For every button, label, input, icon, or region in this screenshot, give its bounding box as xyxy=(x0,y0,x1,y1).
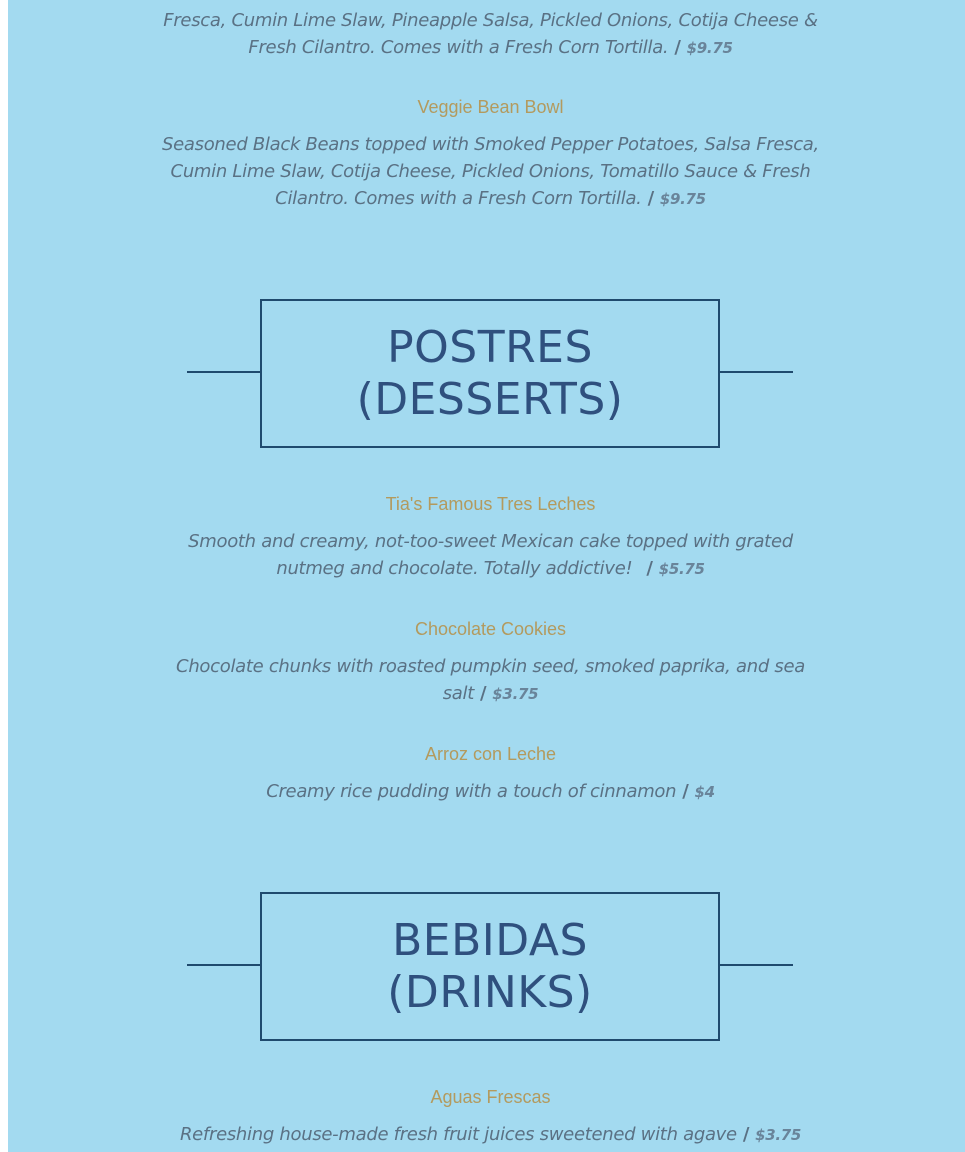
description-line: Chocolate chunks with roasted pumpkin seed, smoked paprika, and sea xyxy=(176,656,805,677)
header-rule-left xyxy=(187,964,261,966)
menu-item-title: Aguas Frescas xyxy=(430,1087,551,1107)
menu-item-description xyxy=(8,1121,965,1149)
description-line: Smooth and creamy, not-too-sweet Mexican cake topped with grated xyxy=(188,531,793,552)
description-line: Fresca, Cumin Lime Slaw, Pineapple Salsa, Pickled Onions, Cotija Cheese & xyxy=(163,10,818,31)
drinks-section-header xyxy=(187,892,793,1042)
price-separator: / xyxy=(480,683,487,704)
description-line: Seasoned Black Beans topped with Smoked Pepper Potatoes, Salsa Fresca, xyxy=(162,134,819,155)
menu-item-price: $9.75 xyxy=(686,39,733,57)
price-separator: / xyxy=(742,1124,750,1145)
description-line: Fresh Cilantro. Comes with a Fresh Corn Tortilla. xyxy=(248,37,669,58)
description-line: nutmeg and chocolate. Totally addictive! xyxy=(276,558,633,579)
description-line: Refreshing house-made fresh fruit juices sweetened with agave xyxy=(179,1124,737,1145)
header-rule-left xyxy=(187,371,261,373)
header-rule-right xyxy=(719,964,793,966)
heading-line: BEBIDAS xyxy=(392,914,588,966)
description-line: Creamy rice pudding with a touch of cinnamon xyxy=(266,781,677,802)
menu-item-description xyxy=(8,131,965,213)
price-separator: / xyxy=(674,37,681,58)
menu-item-description xyxy=(8,528,965,583)
price-separator: / xyxy=(647,188,654,209)
header-frame xyxy=(260,299,720,448)
heading-line: POSTRES xyxy=(387,321,593,373)
heading-line: (DESSERTS) xyxy=(356,373,624,425)
menu-item-price: $5.75 xyxy=(658,560,705,578)
menu-item-title: Arroz con Leche xyxy=(424,744,557,764)
menu-item-title: Tia's Famous Tres Leches xyxy=(385,494,596,514)
section-heading xyxy=(387,915,592,1019)
menu-item-title: Veggie Bean Bowl xyxy=(417,97,564,117)
description-line: Cilantro. Comes with a Fresh Corn Tortilla. xyxy=(275,188,642,209)
menu-item-description xyxy=(8,778,965,806)
price-separator: / xyxy=(682,781,689,802)
price-separator: / xyxy=(646,558,653,579)
desserts-section-header xyxy=(187,299,793,449)
header-frame xyxy=(260,892,720,1041)
description-line: salt xyxy=(442,683,475,704)
section-heading xyxy=(357,322,624,426)
menu-page xyxy=(8,0,965,1152)
menu-item-price: $4 xyxy=(694,783,715,801)
header-rule-right xyxy=(719,371,793,373)
menu-item-description xyxy=(8,0,965,62)
menu-item-price: $3.75 xyxy=(755,1126,802,1144)
menu-item-description xyxy=(8,653,965,708)
menu-item-price: $9.75 xyxy=(659,190,706,208)
description-line: Cumin Lime Slaw, Cotija Cheese, Pickled Onions, Tomatillo Sauce & Fresh xyxy=(170,161,811,182)
heading-line: (DRINKS) xyxy=(387,966,593,1018)
menu-item-title: Chocolate Cookies xyxy=(414,619,567,639)
menu-item-price: $3.75 xyxy=(492,685,539,703)
